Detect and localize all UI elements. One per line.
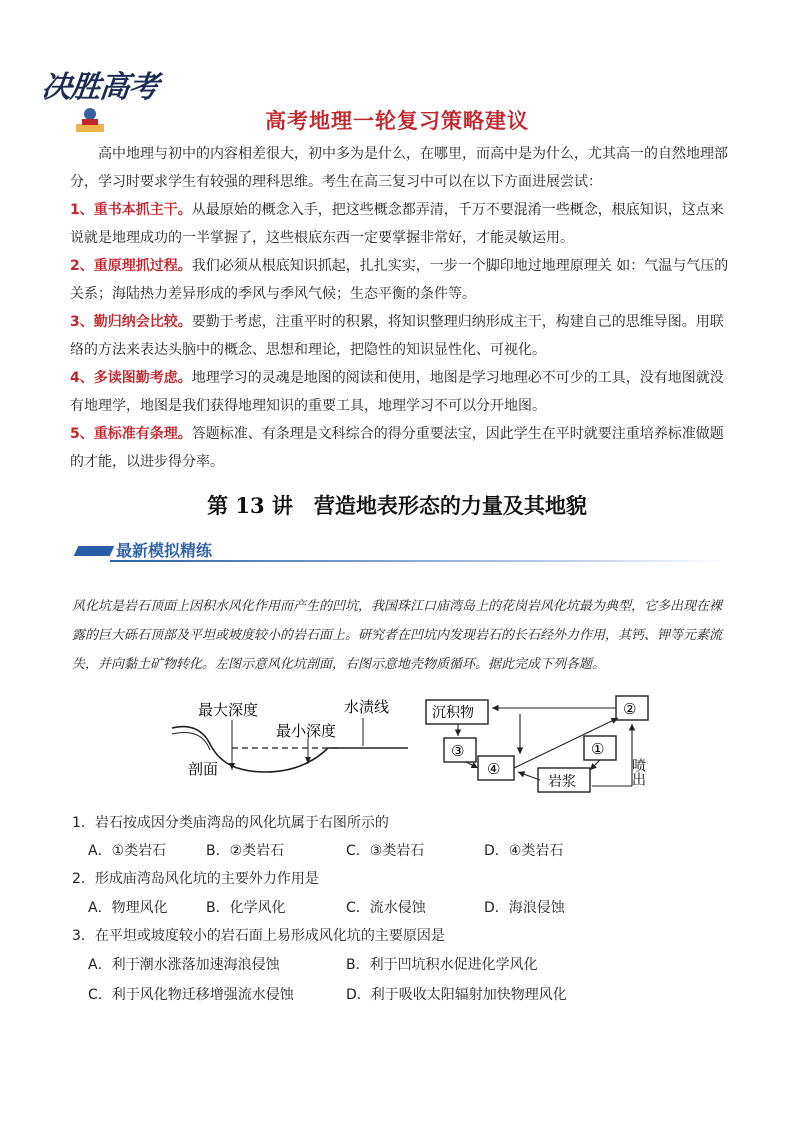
tip-head: 4、多读图勤考虑。: [70, 370, 192, 386]
tip-head: 1、重书本抓主干。: [70, 202, 192, 218]
tip-body: 要勤于考虑，注重平时的积累，将知识整理归纳形成主干，构建自己的思维导图。用联络的方法来表达头脑中的概念、思想和理论，把隐性的知识显性化、可视化。: [70, 314, 724, 358]
option-b[interactable]: B．化学风化: [206, 900, 286, 916]
tip-head: 5、重标准有条理。: [70, 426, 192, 442]
tip-5: [70, 420, 730, 476]
section-label: 最新模拟精练: [116, 541, 213, 560]
tip-1: [70, 196, 730, 252]
tip-body: 从最原始的概念入手，把这些概念都弄清，千万不要混淆一些概念，根底知识，这点来说就是地理成功的一半掌握了，这些根底东西一定要掌握非常好，才能灵敏运用。: [70, 202, 724, 246]
tip-head: 2、重原理抓过程。: [70, 258, 192, 274]
section-header: [70, 540, 730, 562]
option-c[interactable]: C．③类岩石: [346, 843, 425, 859]
option-d[interactable]: D．④类岩石: [484, 843, 564, 859]
question-3-stem: 3．在平坦或坡度较小的岩石面上易形成风化坑的主要原因是: [72, 928, 445, 944]
section-marker-icon: [74, 546, 115, 556]
weathering-pit-profile-figure: [168, 688, 418, 798]
option-a[interactable]: A．物理风化: [88, 900, 168, 916]
water-line-label: 水渍线: [344, 698, 390, 716]
tip-body: 地理学习的灵魂是地图的阅读和使用，地图是学习地理必不可少的工具，没有地图就没有地理学，地图是我们获得地理知识的重要工具，地理学习不可以分开地图。: [70, 370, 724, 414]
sediment-label: 沉积物: [432, 705, 474, 721]
option-d[interactable]: D．利于吸收太阳辐射加快物理风化: [346, 987, 567, 1003]
option-c[interactable]: C．利于风化物迁移增强流水侵蚀: [88, 987, 294, 1003]
box-3-label: ③: [451, 742, 465, 760]
tip-3: [70, 308, 730, 364]
question-2-stem: 2．形成庙湾岛风化坑的主要外力作用是: [72, 871, 319, 887]
box-2-label: ②: [623, 700, 637, 718]
lecture-title: 第 13 讲 营造地表形态的力量及其地貌: [207, 493, 587, 518]
tip-4: [70, 364, 730, 420]
eruption-label: 喷出: [630, 758, 646, 786]
option-d[interactable]: D．海浪侵蚀: [484, 900, 565, 916]
box-1-label: ①: [591, 740, 605, 758]
tip-body: 我们必须从根底知识抓起，扎扎实实，一步一个脚印地过地理原理关 如：气温与气压的关系；海陆热力差异形成的季风与季风气候；生态平衡的条件等。: [70, 258, 729, 302]
page-title: 高考地理一轮复习策略建议: [265, 109, 529, 133]
crustal-cycle-figure: [420, 690, 660, 800]
tip-body: 答题标准、有条理是文科综合的得分重要法宝，因此学生在平时就要注重培养标准做题的才能，以进步得分率。: [70, 426, 724, 470]
option-a[interactable]: A．利于潮水涨落加速海浪侵蚀: [88, 957, 280, 973]
profile-label: 剖面: [188, 760, 219, 778]
max-depth-label: 最大深度: [198, 701, 259, 719]
min-depth-label: 最小深度: [276, 722, 337, 740]
passage-text: 风化坑是岩石顶面上因积水风化作用而产生的凹坑，我国珠江口庙湾岛上的花岗岩风化坑最为典型，它多出现在裸露的巨大砾石顶部及平坦或坡度较小的岩石面上。研究者在凹坑内发现岩石的长石经外力作用，其钙、钾等元素流失，并向黏土矿物转化。左图示意风化坑剖面，右图示意地壳物质循环。据此完成下列各题。: [72, 599, 723, 672]
option-c[interactable]: C．流水侵蚀: [346, 900, 426, 916]
logo-text: 决胜高考: [39, 70, 160, 105]
option-a[interactable]: A．①类岩石: [88, 843, 167, 859]
question-1-stem: 1．岩石按成因分类庙湾岛的风化坑属于右图所示的: [72, 815, 389, 831]
tip-head: 3、勤归纳会比较。: [70, 314, 192, 330]
option-b[interactable]: B．利于凹坑积水促进化学风化: [346, 957, 538, 973]
intro-paragraph: 高中地理与初中的内容相差很大，初中多为是什么，在哪里，而高中是为什么，尤其高一的自然地理部分，学习时要求学生有较强的理科思维。考生在高三复习中可以在以下方面进展尝试：: [70, 146, 728, 190]
option-b[interactable]: B．②类岩石: [206, 843, 285, 859]
tip-2: [70, 252, 730, 308]
box-4-label: ④: [487, 760, 501, 778]
magma-label: 岩浆: [548, 774, 576, 790]
